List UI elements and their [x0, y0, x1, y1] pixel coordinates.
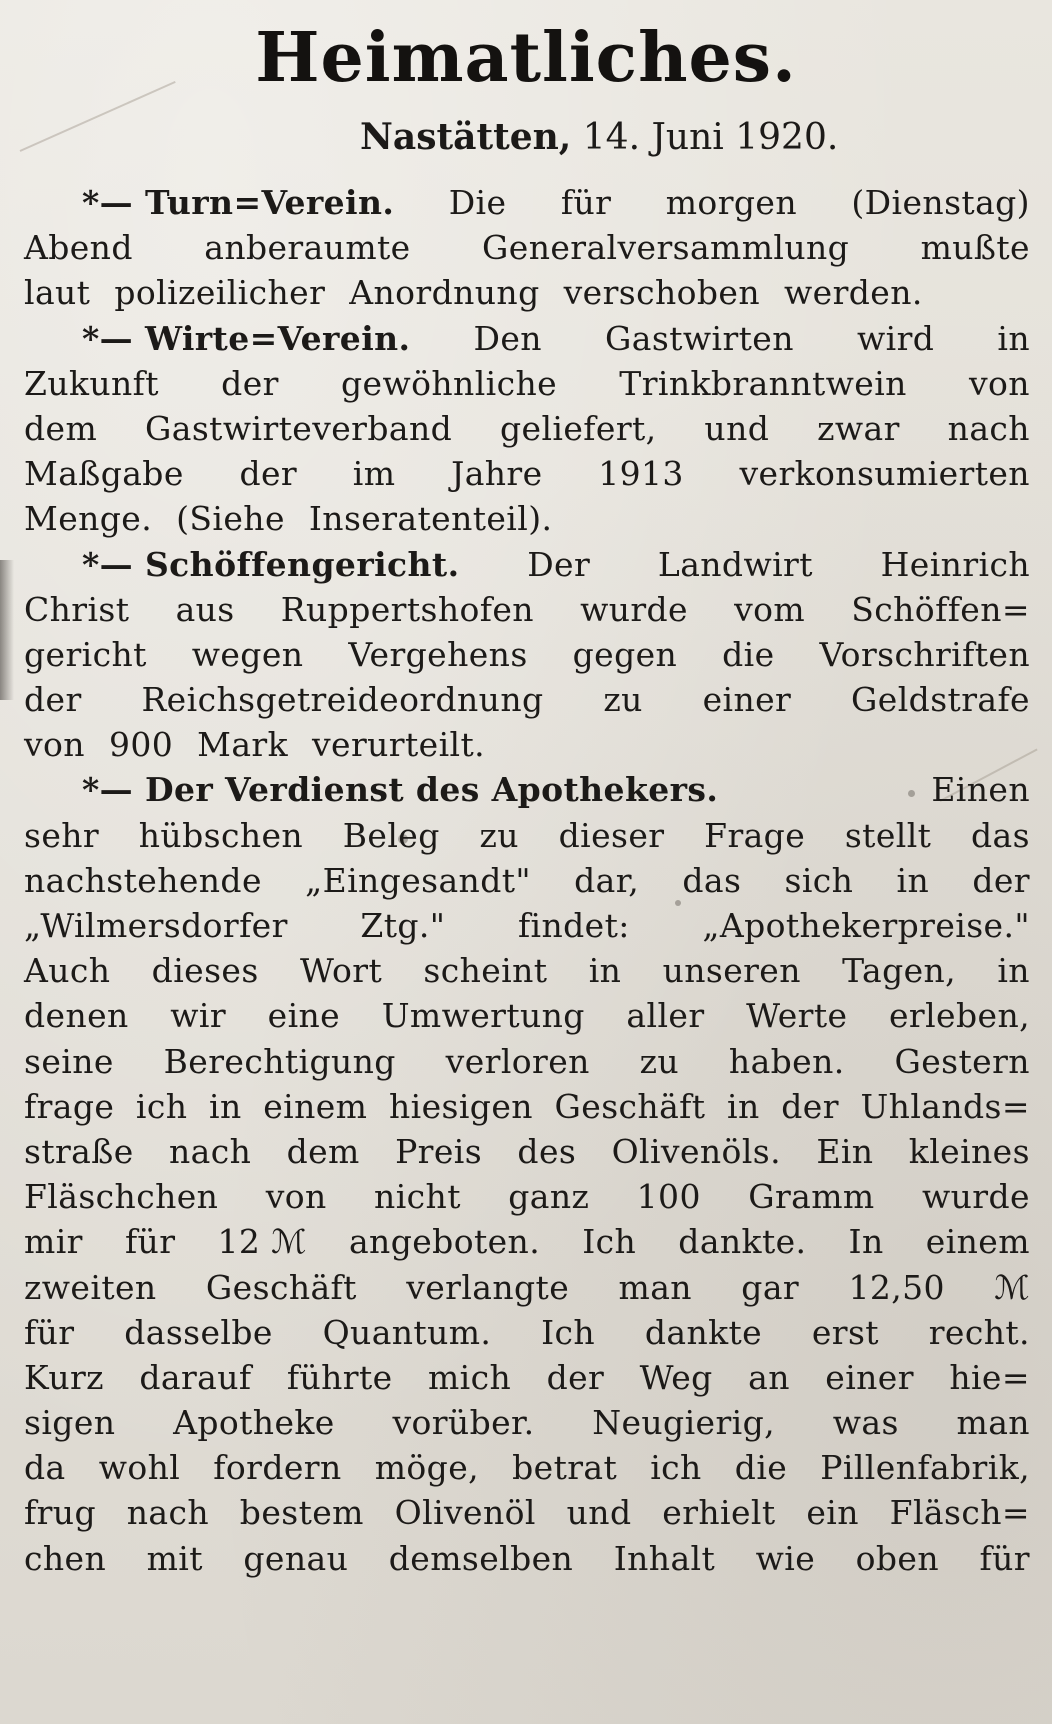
- text-line: [24, 451, 1030, 496]
- word: scheint: [423, 951, 548, 991]
- word: polizeilicher: [114, 273, 326, 313]
- word: demselben: [388, 1538, 574, 1578]
- word: einem: [925, 1222, 1030, 1262]
- word: Maßgabe: [24, 454, 184, 494]
- word: vorüber.: [392, 1403, 535, 1443]
- word: findet:: [517, 906, 630, 945]
- text-line: [24, 1310, 1030, 1355]
- word: Gastwirten: [605, 318, 794, 358]
- word: wurde: [922, 1177, 1030, 1217]
- word: nach: [947, 408, 1030, 448]
- word: gericht: [24, 634, 147, 674]
- word: das: [971, 815, 1030, 855]
- text-line: [24, 1129, 1030, 1174]
- word: von: [24, 725, 85, 765]
- word: Fläschchen: [24, 1177, 219, 1217]
- word: Quantum.: [322, 1312, 492, 1352]
- word: der: [546, 1357, 605, 1397]
- word: geliefert,: [500, 408, 657, 448]
- word: dieses: [151, 951, 259, 991]
- word: wurde: [580, 589, 688, 629]
- word: Uhlands=: [860, 1086, 1030, 1126]
- word: stellt: [844, 815, 932, 855]
- text-line: [24, 1445, 1030, 1490]
- word: Wort: [299, 951, 383, 991]
- text-line: [24, 677, 1030, 722]
- word: in: [727, 1086, 760, 1126]
- word: dem: [286, 1131, 360, 1171]
- word: 12 ℳ: [217, 1222, 307, 1262]
- word: eine: [267, 996, 341, 1036]
- word: Christ: [24, 589, 130, 629]
- word: (Siehe: [176, 499, 285, 539]
- word: Beleg: [342, 815, 440, 855]
- word: Gastwirteverband: [145, 408, 453, 448]
- word: kleines: [908, 1131, 1030, 1171]
- word: Olivenöls.: [611, 1131, 781, 1171]
- word: Inhalt: [613, 1538, 716, 1578]
- article-heading: *— Wirte=Verein.: [82, 318, 411, 358]
- text-line: [24, 180, 1030, 225]
- word: Geschäft: [205, 1267, 357, 1307]
- word: was: [832, 1403, 899, 1443]
- word: Menge.: [24, 499, 153, 539]
- word: „Wilmersdorfer: [24, 906, 288, 945]
- word: verloren: [445, 1041, 590, 1081]
- word: erhielt: [662, 1493, 776, 1533]
- word: dankte.: [678, 1222, 807, 1262]
- word: mich: [427, 1357, 512, 1397]
- word: frug: [24, 1493, 96, 1533]
- word: nicht: [374, 1177, 461, 1217]
- word: Ruppertshofen: [280, 589, 534, 629]
- word: bestem: [239, 1493, 364, 1533]
- word: von: [265, 1177, 327, 1217]
- word: verurteilt.: [312, 725, 486, 765]
- word: (Dienstag): [851, 183, 1030, 222]
- word: wohl: [98, 1448, 181, 1488]
- text-line: [24, 542, 1030, 587]
- word: Mark: [197, 725, 288, 765]
- word: unseren: [662, 951, 801, 991]
- text-line: [24, 587, 1030, 632]
- dateline-place: Nastätten,: [360, 116, 572, 158]
- word: Zukunft: [24, 363, 159, 403]
- word: Generalversammlung: [482, 228, 850, 268]
- word: einem: [263, 1086, 368, 1126]
- text-line: [24, 406, 1030, 451]
- word: führte: [286, 1357, 393, 1397]
- word: das: [682, 860, 742, 900]
- word: ich: [135, 1086, 188, 1126]
- word: straße: [24, 1131, 134, 1171]
- word: Heinrich: [880, 544, 1030, 584]
- word: aller: [626, 996, 705, 1036]
- word: anberaumte: [204, 228, 411, 268]
- word: ganz: [508, 1177, 590, 1217]
- word: möge,: [374, 1448, 480, 1488]
- word: Abend: [24, 228, 133, 268]
- word: frage: [24, 1086, 115, 1126]
- word: angeboten.: [348, 1222, 541, 1262]
- word: „Eingesandt": [305, 860, 531, 900]
- word: zu: [639, 1041, 680, 1081]
- word: Kurz: [24, 1357, 104, 1397]
- text-line: [24, 225, 1030, 270]
- text-line: [24, 496, 1030, 541]
- word: Reichsgetreideordnung: [141, 680, 544, 720]
- text-line: [24, 722, 1030, 767]
- word: in: [896, 860, 930, 900]
- word: die: [722, 634, 775, 674]
- word: darauf: [139, 1357, 252, 1397]
- word: nach: [126, 1493, 210, 1533]
- text-line: [24, 1084, 1030, 1129]
- text-line: [24, 1536, 1030, 1581]
- word: Ich: [582, 1222, 637, 1262]
- word: in: [997, 318, 1030, 358]
- word: Vorschriften: [819, 634, 1030, 674]
- word: hiesigen: [388, 1086, 533, 1126]
- word: genau: [243, 1538, 349, 1578]
- text-line: [24, 1400, 1030, 1445]
- word: Apotheke: [173, 1403, 335, 1443]
- word: werden.: [784, 273, 923, 313]
- word: morgen: [665, 183, 797, 222]
- word: ℳ: [994, 1267, 1030, 1307]
- word: 12,50: [848, 1267, 945, 1307]
- word: 100: [636, 1177, 701, 1217]
- word: Weg: [639, 1357, 713, 1397]
- word: in: [209, 1086, 242, 1126]
- word: recht.: [928, 1312, 1030, 1352]
- word: erleben,: [889, 996, 1030, 1036]
- word: In: [848, 1222, 884, 1262]
- word: Geschäft: [554, 1086, 706, 1126]
- word: Frage: [704, 815, 806, 855]
- word: dem: [24, 408, 98, 448]
- word: der: [781, 1086, 839, 1126]
- section-headline: Heimatliches.: [255, 18, 797, 98]
- word: fordern: [213, 1448, 342, 1488]
- word: „Apothekerpreise.": [702, 906, 1030, 945]
- word: des: [517, 1131, 577, 1171]
- word: mit: [146, 1538, 203, 1578]
- text-line: [24, 632, 1030, 677]
- word: ich: [650, 1448, 702, 1488]
- word: Ein: [816, 1131, 874, 1171]
- word: der: [972, 860, 1030, 900]
- word: dankte: [644, 1312, 763, 1352]
- word: gegen: [572, 634, 678, 674]
- word: für: [979, 1538, 1030, 1578]
- text-line: [24, 1265, 1030, 1310]
- word: Die: [448, 183, 507, 222]
- word: verschoben: [563, 273, 761, 313]
- text-line: [24, 361, 1030, 406]
- text-line: [24, 858, 1030, 903]
- word: dar,: [574, 860, 640, 900]
- word: wegen: [191, 634, 304, 674]
- word: Umwertung: [381, 996, 585, 1036]
- text-line: [24, 1219, 1030, 1264]
- article-body: [24, 180, 1030, 1581]
- word: Fläsch=: [889, 1493, 1030, 1533]
- word: für: [24, 1312, 75, 1352]
- text-line: [24, 993, 1030, 1038]
- word: zwar: [817, 408, 900, 448]
- article-heading: *— Schöffengericht.: [82, 544, 460, 584]
- word: wird: [856, 318, 935, 358]
- word: mußte: [920, 228, 1030, 268]
- word: haben.: [728, 1041, 845, 1081]
- word: aus: [175, 589, 235, 629]
- word: der: [221, 363, 279, 403]
- word: Inseratenteil).: [308, 499, 553, 539]
- word: Neugierig,: [592, 1403, 776, 1443]
- word: Preis: [395, 1131, 483, 1171]
- article-heading: *— Turn=Verein.: [82, 183, 395, 222]
- word: Anordnung: [349, 273, 540, 313]
- word: für: [124, 1222, 176, 1262]
- word: die: [734, 1448, 788, 1488]
- word: betrat: [512, 1448, 618, 1488]
- word: Gestern: [894, 1041, 1030, 1081]
- word: Berechtigung: [163, 1041, 396, 1081]
- word: wie: [755, 1538, 816, 1578]
- word: Trinkbranntwein: [619, 363, 907, 403]
- word: Auch: [24, 951, 111, 991]
- word: verkonsumierten: [739, 454, 1030, 494]
- text-line: [24, 813, 1030, 858]
- word: der: [24, 680, 82, 720]
- word: Landwirt: [657, 544, 813, 584]
- text-line: [24, 1355, 1030, 1400]
- text-line: [24, 948, 1030, 993]
- word: der: [239, 454, 298, 494]
- word: Pillenfabrik,: [820, 1448, 1030, 1488]
- word: und: [566, 1493, 632, 1533]
- word: Tagen,: [842, 951, 957, 991]
- word: gar: [741, 1267, 800, 1307]
- word: Der: [527, 544, 591, 584]
- word: sehr: [24, 815, 100, 855]
- word: erst: [811, 1312, 879, 1352]
- word: Schöffen=: [851, 589, 1030, 629]
- word: für: [560, 183, 612, 222]
- word: 1913: [598, 454, 684, 494]
- word: zu: [479, 815, 519, 855]
- word: Gramm: [748, 1177, 875, 1217]
- word: einer: [825, 1357, 914, 1397]
- word: dieser: [558, 815, 665, 855]
- word: Vergehens: [348, 634, 528, 674]
- word: chen: [24, 1538, 107, 1578]
- word: denen: [24, 996, 129, 1036]
- text-line: [24, 1039, 1030, 1084]
- word: Einen: [931, 770, 1030, 810]
- word: verlangte: [406, 1267, 570, 1307]
- text-line: [24, 270, 1030, 315]
- word: nachstehende: [24, 860, 262, 900]
- text-line: [24, 1490, 1030, 1535]
- word: 900: [108, 725, 174, 765]
- word: gewöhnliche: [341, 363, 558, 403]
- word: im: [352, 454, 396, 494]
- word: sich: [784, 860, 854, 900]
- dateline-date: 14. Juni 1920.: [582, 117, 839, 158]
- word: in: [997, 951, 1030, 991]
- word: hie=: [949, 1357, 1030, 1397]
- word: Den: [473, 318, 542, 358]
- word: Jahre: [451, 454, 543, 494]
- word: mir: [24, 1222, 83, 1262]
- word: in: [588, 951, 622, 991]
- word: sigen: [24, 1403, 116, 1443]
- text-line: [24, 1174, 1030, 1219]
- word: man: [618, 1267, 692, 1307]
- text-line: [24, 767, 1030, 812]
- word: Ich: [541, 1312, 596, 1352]
- word: da: [24, 1448, 66, 1488]
- word: Geldstrafe: [851, 680, 1030, 720]
- word: wir: [170, 996, 227, 1036]
- word: vom: [734, 589, 806, 629]
- word: nach: [168, 1131, 252, 1171]
- word: ein: [806, 1493, 859, 1533]
- word: von: [969, 363, 1030, 403]
- text-line: [24, 316, 1030, 361]
- word: zweiten: [24, 1267, 157, 1307]
- word: man: [956, 1403, 1030, 1443]
- word: und: [704, 408, 770, 448]
- word: an: [748, 1357, 790, 1397]
- word: hübschen: [138, 815, 304, 855]
- word: dasselbe: [124, 1312, 273, 1352]
- word: einer: [702, 680, 792, 720]
- torn-paper-edge: [0, 560, 14, 700]
- word: oben: [855, 1538, 940, 1578]
- article-heading: *— Der Verdienst des Apothekers.: [82, 770, 719, 810]
- word: Ztg.": [360, 906, 446, 945]
- word: zu: [603, 680, 643, 720]
- word: seine: [24, 1041, 114, 1081]
- word: Olivenöl: [394, 1493, 536, 1533]
- text-line: [24, 903, 1030, 948]
- word: laut: [24, 273, 91, 313]
- word: Werte: [746, 996, 848, 1036]
- dateline: [360, 116, 838, 158]
